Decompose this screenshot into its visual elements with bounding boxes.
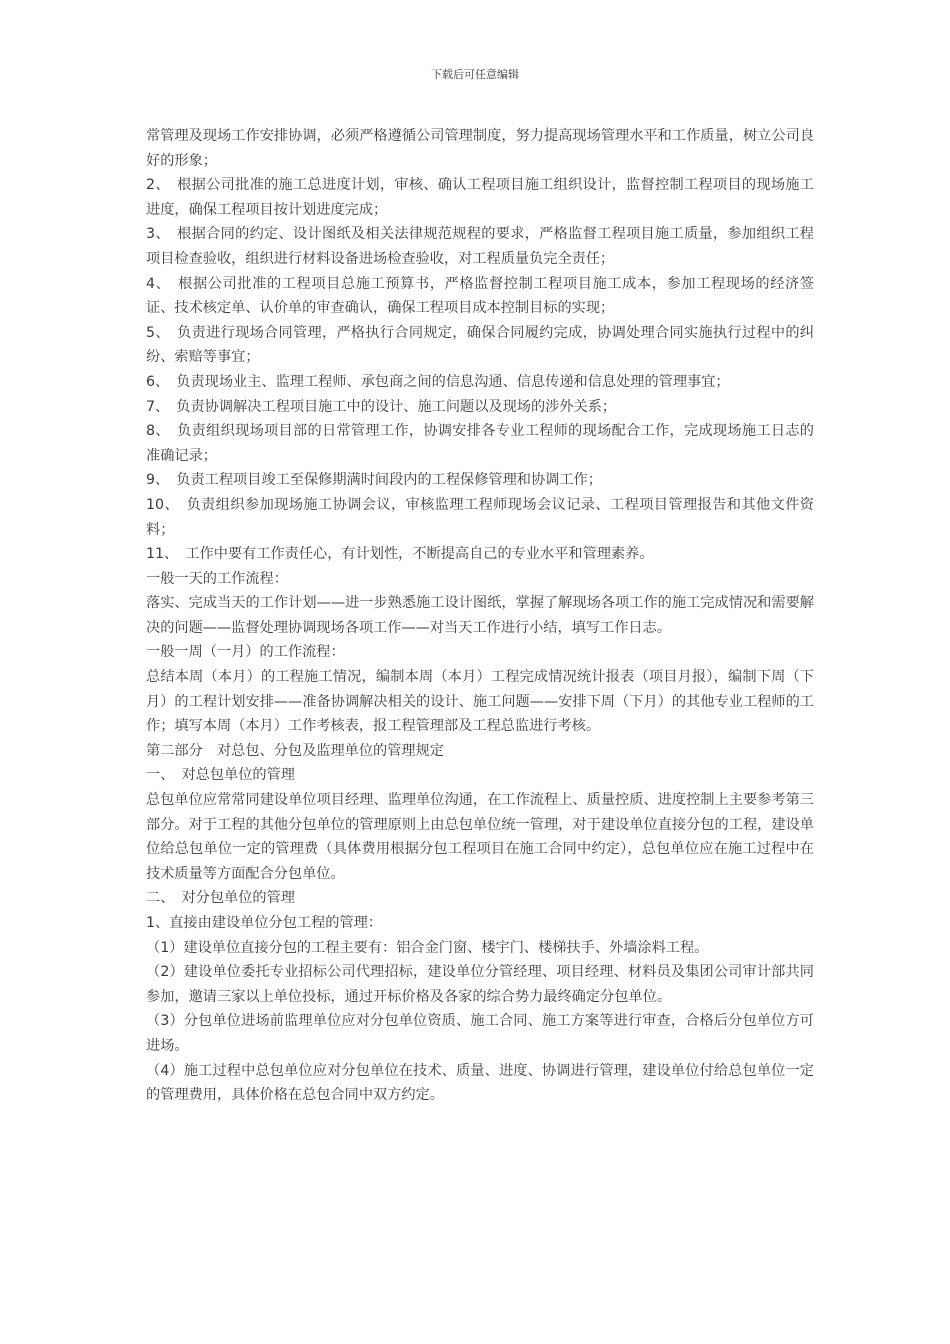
paragraph: 4、 根据公司批准的工程项目总施工预算书，严格监督控制工程项目施工成本，参加工程现场的经济签证、技术核定单、认价单的审查确认，确保工程项目成本控制目标的实现；: [146, 275, 814, 317]
paragraph: 9、 负责工程项目竣工至保修期满时间段内的工程保修管理和协调工作；: [146, 472, 602, 489]
paragraph: 3、 根据合同的约定、设计图纸及相关法律规范规程的要求，严格监督工程项目施工质量，参加组织工程项目检查验收，组织进行材料设备进场检查验收，对工程质量负完全责任；: [146, 226, 814, 267]
paragraph: （1）建设单位直接分包的工程主要有：铝合金门窗、楼宇门、楼梯扶手、外墙涂料工程。: [146, 939, 709, 956]
paragraph: 总结本周（本月）的工程施工情况，编制本周（本月）工程完成情况统计报表（项目月报），编制下周（下月）的工程计划安排——准备协调解决相关的设计、施工问题——安排下周（下月）的其他专业工程师的工作；填写本周（本月）工作考核表，报工程管理部及工程总监进行考核。: [146, 669, 814, 735]
paragraph: 8、 负责组织现场项目部的日常管理工作，协调安排各专业工程师的现场配合工作，完成现场施工日志的准确记录；: [146, 423, 814, 464]
paragraph: 6、 负责现场业主、监理工程师、承包商之间的信息沟通、信息传递和信息处理的管理事宜；: [146, 373, 730, 390]
paragraph: 11、 工作中要有工作责任心，有计划性，不断提高自己的专业水平和管理素养。: [146, 546, 654, 563]
paragraph: 2、 根据公司批准的施工总进度计划，审核、确认工程项目施工组织设计，监督控制工程项目的现场施工进度，确保工程项目按计划进度完成；: [146, 177, 814, 218]
paragraph: 7、 负责协调解决工程项目施工中的设计、施工问题以及现场的涉外关系；: [146, 398, 617, 415]
section-heading: 一、 对总包单位的管理: [146, 767, 295, 784]
section-heading: 第二部分 对总包、分包及监理单位的管理规定: [146, 742, 444, 759]
section-heading: 一般一周（一月）的工作流程：: [146, 644, 345, 661]
paragraph: （4）施工过程中总包单位应对分包单位在技术、质量、进度、协调进行管理，建设单位付给总包单位一定的管理费用，具体价格在总包合同中双方约定。: [146, 1062, 814, 1104]
paragraph: 5、 负责进行现场合同管理，严格执行合同规定，确保合同履约完成，协调处理合同实施执行过程中的纠纷、索赔等事宜；: [146, 324, 814, 366]
section-heading: 一般一天的工作流程：: [146, 570, 288, 587]
paragraph: 常管理及现场工作安排协调，必须严格遵循公司管理制度，努力提高现场管理水平和工作质量，树立公司良好的形象；: [146, 128, 814, 169]
paragraph: （2）建设单位委托专业招标公司代理招标，建设单位分管经理、项目经理、材料员及集团公司审计部共同参加，邀请三家以上单位投标，通过开标价格及各家的综合势力最终确定分包单位。: [146, 964, 814, 1005]
paragraph: 1、直接由建设单位分包工程的管理：: [146, 915, 383, 931]
paragraph: 总包单位应常常同建设单位项目经理、监理单位沟通，在工作流程上、质量控质、进度控制上主要参考第三部分。对于工程的其他分包单位的管理原则上由总包单位统一管理，对于建设单位直接分包的工程，建设单位给总包单位一定的管理费（具体费用根据分包工程项目在施工合同中约定），总包单位应在施工过程中在技术质量等方面配合分包单位。: [146, 792, 814, 882]
paragraph: 落实、完成当天的工作计划——进一步熟悉施工设计图纸，掌握了解现场各项工作的施工完成情况和需要解决的问题——监督处理协调现场各项工作——对当天工作进行小结，填写工作日志。: [146, 595, 814, 636]
paragraph: （3）分包单位进场前监理单位应对分包单位资质、施工合同、施工方案等进行审查，合格后分包单位方可进场。: [146, 1013, 814, 1054]
document-body: [146, 124, 814, 1108]
section-heading: 二、 对分包单位的管理: [146, 890, 295, 907]
page-header: 下载后可任意编辑: [431, 68, 519, 81]
paragraph: 10、 负责组织参加现场施工协调会议，审核监理工程师现场会议记录、工程项目管理报告和其他文件资料；: [146, 496, 814, 538]
